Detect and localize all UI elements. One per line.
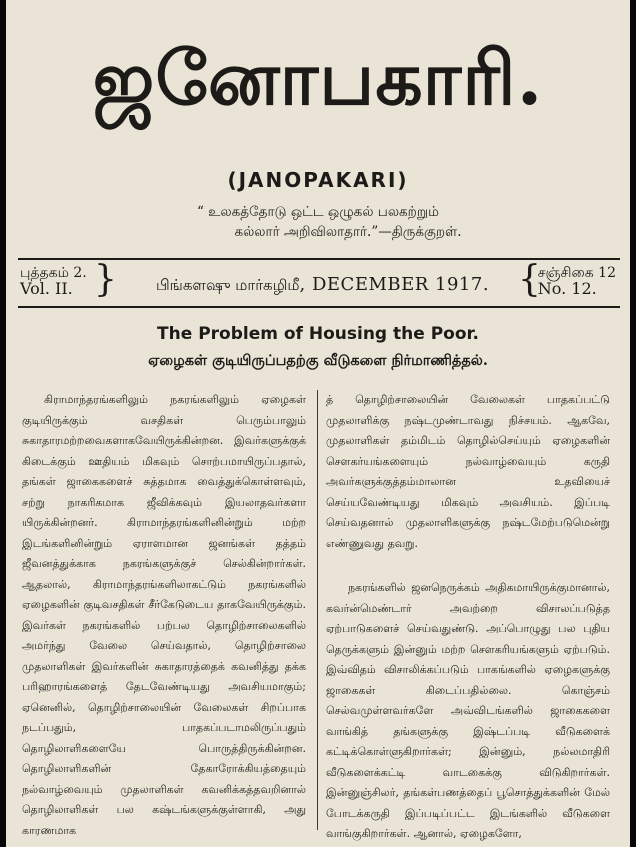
article-subtitle: ஏழைகள் குடியிருப்பதற்கு வீடுகளை நிர்மாணித்தல். — [148, 352, 488, 369]
article-column-right — [326, 390, 610, 845]
volume-tamil: புத்தகம் 2. — [20, 265, 87, 281]
volume-english: Vol. II. — [20, 278, 73, 298]
number-block — [538, 266, 616, 297]
masthead-latin-title: (JANOPAKARI) — [227, 168, 409, 192]
volume-block — [20, 266, 87, 297]
article-title: The Problem of Housing the Poor. — [157, 324, 479, 344]
date-tamil: பிங்களஷு மார்கழிமீ — [156, 276, 300, 294]
number-tamil: சஞ்சிகை 12 — [537, 265, 616, 281]
date-english: , DECEMBER 1917. — [299, 274, 490, 295]
paragraph: நகரங்களில் ஜனநெருக்கம் அதிகமாயிருக்குமானால், கவர்ன்மெண்டார் அவற்றை விசாலப்படுத்த ஏற்பாடுகளைச் செய்வதுண்டு. அப்பொழுது பல புதிய தெருக்களும் இன்னும் மற்ற சௌகரியங்களும் ஏற்படும். இவ்விதம் விசாலிக்கப்படும் பாகங்களில் ஏழைகளுக்கு ஜாகைகள் கிடைப்பதில்லை. கொஞ்சம் செல்வமுள்ளவர்களே அவ்விடங்களில் ஜாகைகளை வாங்கித் தங்களுக்கு இஷ்டப்படி வீடுகளைக் கட்டிக்கொள்ளுகிறார்கள்; இன்னும், நல்லமாதிரி வீடுகளைக்கட்டி வாடகைக்கு விடுகிறார்கள். இன்னுஞ்சிலர், தங்கள்பணத்தைப் பூசொத்துக்களின் மேல் போடக்கருதி இப்படிப்பட்ட இடங்களில் வீடுகளை வாங்குகிறார்கள். ஆனால், ஏழைகளோ, — [326, 581, 610, 840]
article-column-left — [22, 390, 306, 841]
masthead-title: ஜனோபகாரி. — [92, 36, 544, 122]
left-brace-icon: { — [518, 259, 541, 300]
bottom-rule — [18, 306, 620, 308]
paragraph: கிராமாந்தரங்களிலும் நகரங்களிலும் ஏழைகள் குடியிருக்கும் வசதிகள் பெரும்பாலும் சுகாதாரமற்றவைகளாகவேயிருக்கின்றன. இவர்களுக்குக் கிடைக்கும் ஊதியம் மிகவும் சொற்பமாயிருப்பதால், தங்கள் ஜாகைகளைச் சுத்தமாக வைத்துக்கொள்ளவும், சற்று நாகரிகமாக ஜீவிக்கவும் இயலாதவர்களா யிருக்கின்றனர். கிராமாந்தரங்களினின்றும் மற்ற இடங்களினின்றும் ஏராளமான ஜனங்கள் தத்தம் ஜீவனத்துக்காக நகரங்களுக்குச் செல்கின்றார்கள். ஆதலால், கிராமாந்தரங்களிலாகட்டும் நகரங்களில் ஏழைகளின் குடிவசதிகள் சீர்கேடுடைய தாகவேயிருக்கும். இவர்கள் நகரங்களில் பற்பல தொழிற்சாலைகளில் அமர்ந்து வேலை செய்வதால், தொழிற்சாலை முதலாளிகள் இவர்களின் சுகாதாரத்தைக் கவனித்து தக்க பரிஹாரங்களைத் தேடவேண்டியது அவசியமாகும்; ஏனெனில், தொழிற்சாலையின் வேலைகள் சிறப்பாக நடப்பதும், பாதகப்படாமலிருப்பதும் தொழிலாளிகளையே பொருத்திருக்கின்றன. தொழிலாளிகளின் தேகாரோக்கியத்தையும் நல்வாழ்வையும் முதலாளிகள் கவனிக்கத்தவறினால் தொழிலாளிகள் பல கஷ்டங்களுக்குள்ளாகி, அது காரணமாக — [22, 393, 306, 837]
column-divider — [317, 390, 318, 830]
right-brace-icon: } — [94, 259, 117, 300]
newspaper-page — [6, 0, 630, 847]
paragraph: த் தொழிற்சாலையின் வேலைகள் பாதகப்பட்டு முதலாளிக்கு நஷ்டமுண்டாவது நிச்சயம். ஆகவே, முதலாளிகள் தம்மிடம் தொழில்செய்யும் ஏழைகளின் சௌகர்யங்களையும் நல்வாழ்வையும் கருதி அவர்களுக்குத்தம்மாலான உதவியைச் செய்யவேண்டியது மிகவும் அவசியம். இப்படி செய்வதனால் முதலாளிகளுக்கு நஷ்டமேற்படுமென்று எண்ணுவது தவறு. — [326, 393, 610, 550]
issue-date — [156, 274, 489, 296]
motto-line-2: கல்லார் அறிவிலாதார்.”—திருக்குறள். — [234, 224, 462, 240]
motto-line-1: “ உலகத்தோடு ஒட்ட ஒழுகல் பலகற்றும் — [196, 204, 440, 220]
number-english: No. 12. — [537, 278, 597, 298]
